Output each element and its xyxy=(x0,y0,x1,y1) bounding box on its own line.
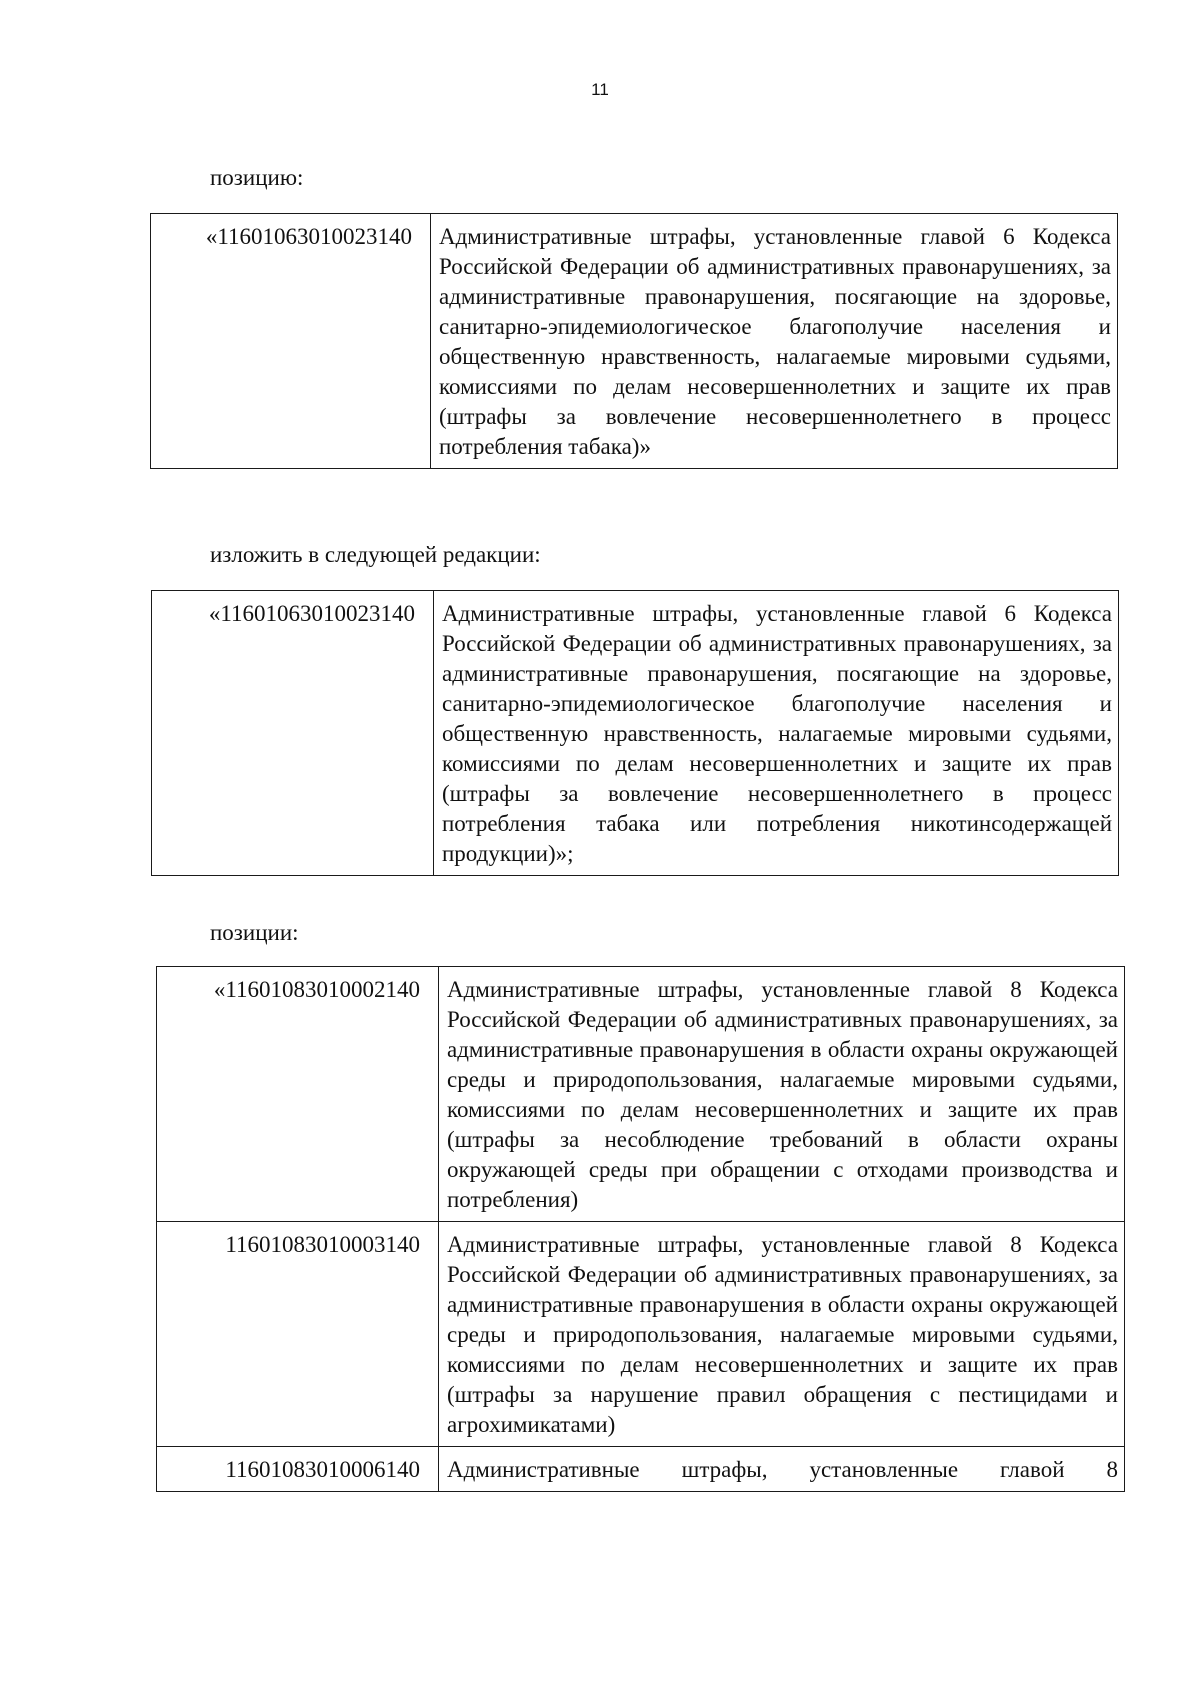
classification-description: Административные штрафы, установленные главой 6 Кодекса Российской Федерации об административных правонарушениях, за административные правонарушения, посягающие на здоровье, санитарно-эпидемиологическое благополучие населения и общественную нравственность, налагаемые мировыми судьями, комиссиями по делам несовершеннолетних и защите их прав (штрафы за вовлечение несовершеннолетнего в процесс потребления табака)» xyxy=(431,214,1118,469)
section3-intro: позиции: xyxy=(210,920,299,945)
table-row xyxy=(157,1222,1125,1447)
table-row xyxy=(151,214,1118,469)
classification-code: 11601083010006140 xyxy=(157,1447,439,1492)
section1-intro: позицию: xyxy=(210,165,304,190)
classification-description: Административные штрафы, установленные главой 6 Кодекса Российской Федерации об административных правонарушениях, за административные правонарушения, посягающие на здоровье, санитарно-эпидемиологическое благополучие населения и общественную нравственность, налагаемые мировыми судьями, комиссиями по делам несовершеннолетних и защите их прав (штрафы за вовлечение несовершеннолетнего в процесс потребления табака или потребления никотинсодержащей продукции)»; xyxy=(434,591,1119,876)
classification-description: Административные штрафы, установленные главой 8 Кодекса Российской Федерации об административных правонарушениях, за административные правонарушения в области охраны окружающей среды и природопользования, налагаемые мировыми судьями, комиссиями по делам несовершеннолетних и защите их прав (штрафы за несоблюдение требований в области охраны окружающей среды при обращении с отходами производства и потребления) xyxy=(439,967,1125,1222)
page-number: 11 xyxy=(591,80,609,99)
classification-code: «11601063010023140 xyxy=(151,214,431,469)
section2-table xyxy=(151,590,1119,876)
section2-intro: изложить в следующей редакции: xyxy=(210,542,541,567)
classification-code: «11601063010023140 xyxy=(152,591,434,876)
classification-code: 11601083010003140 xyxy=(157,1222,439,1447)
section1-table xyxy=(150,213,1118,469)
section3-table xyxy=(156,966,1125,1492)
table-row xyxy=(157,967,1125,1222)
classification-code: «11601083010002140 xyxy=(157,967,439,1222)
table-row xyxy=(157,1447,1125,1492)
classification-description: Административные штрафы, установленные главой 8 Кодекса Российской Федерации об административных правонарушениях, за административные правонарушения в области охраны окружающей среды и природопользования, налагаемые мировыми судьями, комиссиями по делам несовершеннолетних и защите их прав (штрафы за нарушение правил обращения с пестицидами и агрохимикатами) xyxy=(439,1222,1125,1447)
table-row xyxy=(152,591,1119,876)
classification-description: Административные штрафы, установленные главой 8 xyxy=(439,1447,1125,1492)
